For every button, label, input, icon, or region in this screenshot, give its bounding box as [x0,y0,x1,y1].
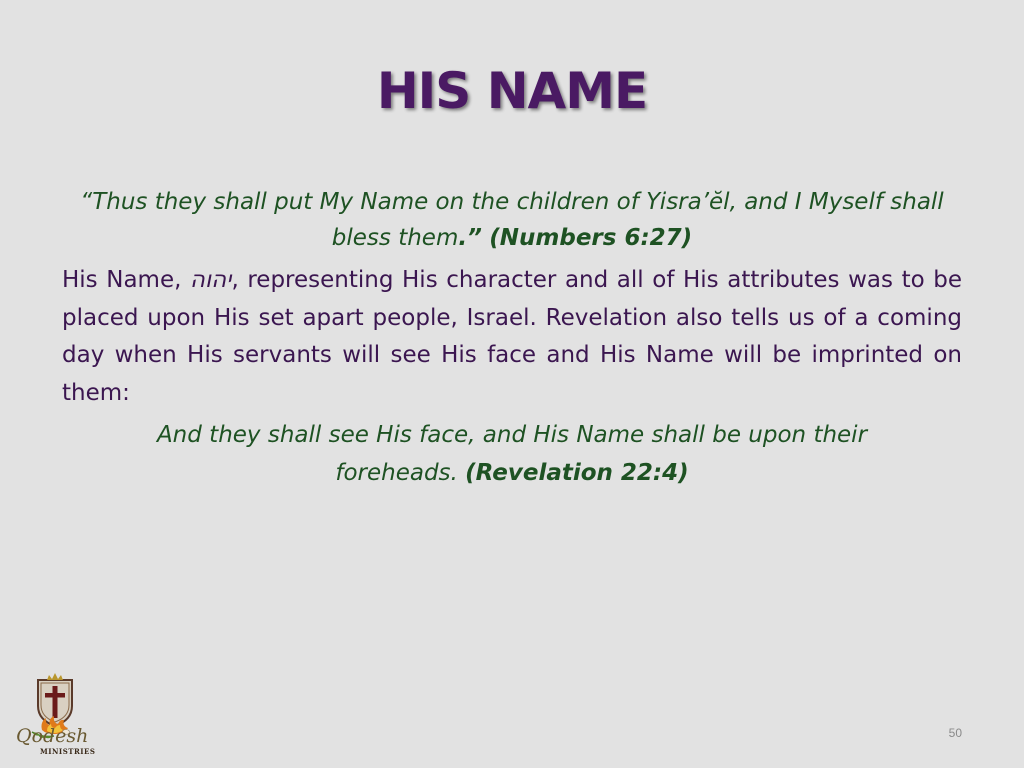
quote-text: “Thus they shall put My Name on the children of Yisra’ĕl, and I Myself shall bless them [80,189,944,251]
slide-title: HIS NAME [376,62,648,120]
logo-wordmark: Qodesh [16,725,89,747]
quote2-text: And they shall see His face, and His Name shall be upon their foreheads. [156,422,868,486]
page-number: 50 [948,726,962,740]
paragraph-intro: His Name, [62,267,190,293]
quote2-reference: (Revelation 22:4) [465,460,689,486]
quote-close: .” [458,225,482,251]
hebrew-name: יהוה [189,267,232,293]
quote-reference: (Numbers 6:27) [489,225,693,251]
scripture-quote-revelation [62,416,962,492]
paragraph-text: , representing His character and all of His attributes was to be placed upon His set apart people, Israel. Revelation also tells us of a coming day when His servants will see His face and His Name will be imprinted on them: [62,267,962,406]
logo-subtitle: MINISTRIES [40,747,96,756]
slide-body [62,184,962,492]
body-paragraph [62,262,962,412]
scripture-quote-numbers [62,184,962,256]
